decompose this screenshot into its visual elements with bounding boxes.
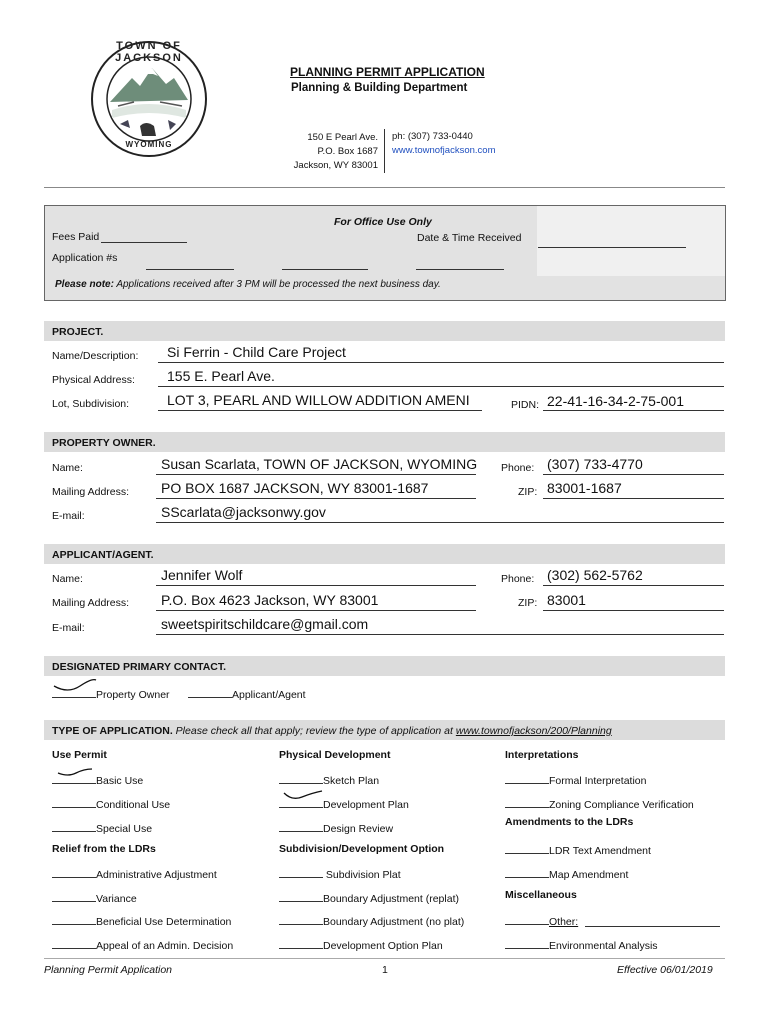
footer-document-name: Planning Permit Application [44,964,173,976]
owner-mail-underline [156,498,476,499]
applicant-phone-field[interactable]: (302) 562-5762 [547,567,643,583]
owner-phone-underline [543,474,724,475]
appeal-label: Appeal of an Admin. Decision [96,940,234,952]
zoning-compliance-option[interactable] [505,796,694,811]
basic-use-option[interactable] [52,772,143,787]
owner-section-header [44,432,725,452]
address-line-3: Jackson, WY 83001 [293,160,378,171]
office-use-title: For Office Use Only [334,216,432,228]
environmental-analysis-blank [505,937,549,949]
owner-email-label: E-mail: [52,510,85,522]
header-rule [44,187,725,188]
applicant-name-underline [156,585,476,586]
footer-rule [44,958,725,959]
map-amendment-option[interactable] [505,866,628,881]
design-review-blank [279,820,323,832]
owner-zip-underline [543,498,724,499]
design-review-option[interactable] [279,820,393,835]
project-name-label: Name/Description: [52,350,139,362]
owner-mail-field[interactable]: PO BOX 1687 JACKSON, WY 83001-1687 [161,480,429,496]
applicant-phone-label: Phone: [501,573,535,585]
application-line-1[interactable] [146,269,234,270]
other-line[interactable] [585,926,720,927]
development-option-plan-label: Development Option Plan [323,940,443,952]
subdivision-plat-label: Subdivision Plat [323,869,401,881]
development-plan-blank [279,796,323,808]
owner-zip-field[interactable]: 83001-1687 [547,480,622,496]
header-divider [384,129,385,173]
conditional-use-label: Conditional Use [96,799,171,811]
zoning-compliance-blank [505,796,549,808]
office-note [55,279,441,290]
sketch-plan-blank [279,772,323,784]
fees-paid-line[interactable] [101,242,187,243]
applicant-mail-field[interactable]: P.O. Box 4623 Jackson, WY 83001 [161,592,379,608]
boundary-noplat-blank [279,913,323,925]
ldr-text-amendment-option[interactable] [505,842,651,857]
other-option[interactable] [505,913,578,928]
boundary-replat-blank [279,890,323,902]
sketch-plan-option[interactable] [279,772,379,787]
contact-section-header [44,656,725,676]
owner-heading: PROPERTY OWNER. [52,437,156,449]
applicant-email-label: E-mail: [52,622,85,634]
admin-adjustment-option[interactable] [52,866,217,881]
owner-name-field[interactable]: Susan Scarlata, TOWN OF JACKSON, WYOMING [161,456,477,472]
type-heading-line [52,725,612,737]
contact-owner-label: Property Owner [96,689,170,701]
subdivision-plat-blank [279,866,323,878]
development-plan-label: Development Plan [323,799,409,811]
type-instruction: Please check all that apply; review the type of application at [172,725,456,737]
ldr-text-amendment-blank [505,842,549,854]
applicant-heading: APPLICANT/AGENT. [52,549,154,561]
miscellaneous-heading: Miscellaneous [505,889,577,901]
owner-mail-label: Mailing Address: [52,486,130,498]
appeal-blank [52,937,96,949]
use-permit-heading: Use Permit [52,749,107,761]
contact-heading: DESIGNATED PRIMARY CONTACT. [52,661,227,673]
pidn-label: PIDN: [511,399,540,411]
lot-subdivision-label: Lot, Subdivision: [52,398,130,410]
owner-name-label: Name: [52,462,83,474]
contact-owner-blank [52,686,96,698]
type-section-header [44,720,725,740]
type-link[interactable]: www.townofjackson/200/Planning [455,725,612,737]
project-heading: PROJECT. [52,326,104,338]
contact-agent-option[interactable] [188,686,306,701]
phone-number: ph: (307) 733-0440 [392,131,473,142]
applicant-name-label: Name: [52,573,83,585]
fees-paid-label: Fees Paid [52,231,100,243]
physical-address-underline [158,386,724,387]
appeal-option[interactable] [52,937,233,952]
owner-phone-label: Phone: [501,462,535,474]
date-received-line[interactable] [538,247,686,248]
applicant-zip-underline [543,610,724,611]
lot-subdivision-field[interactable]: LOT 3, PEARL AND WILLOW ADDITION AMENI [167,392,470,408]
contact-agent-label: Applicant/Agent [232,689,306,701]
boundary-replat-label: Boundary Adjustment (replat) [323,893,459,905]
environmental-analysis-option[interactable] [505,937,658,952]
applicant-email-field[interactable]: sweetspiritschildcare@gmail.com [161,616,369,632]
other-label: Other: [549,916,579,928]
applicant-section-header [44,544,725,564]
sketch-plan-label: Sketch Plan [323,775,380,787]
physical-address-label: Physical Address: [52,374,135,386]
relief-heading: Relief from the LDRs [52,843,156,855]
map-amendment-blank [505,866,549,878]
admin-adjustment-blank [52,866,96,878]
amendments-heading: Amendments to the LDRs [505,816,634,828]
owner-name-underline [156,474,476,475]
design-review-label: Design Review [323,823,394,835]
zoning-compliance-label: Zoning Compliance Verification [549,799,694,811]
interpretations-heading: Interpretations [505,749,579,761]
owner-name-wrap [161,456,477,474]
formal-interpretation-blank [505,772,549,784]
development-option-plan-option[interactable] [279,937,443,952]
date-received-label: Date & Time Received [417,232,522,244]
note-text: Applications received after 3 PM will be processed the next business day. [113,279,441,290]
boundary-noplat-option[interactable] [279,913,464,928]
applicant-phone-underline [543,585,724,586]
basic-use-blank [52,772,96,784]
owner-zip-label: ZIP: [518,486,538,498]
beneficial-use-blank [52,913,96,925]
conditional-use-option[interactable] [52,796,170,811]
footer-page-number: 1 [382,964,388,976]
variance-option[interactable] [52,890,137,905]
special-use-label: Special Use [96,823,153,835]
seal-top-label: TOWN OF JACKSON [115,40,183,64]
office-use-inner [537,206,725,276]
note-label: Please note: [55,279,114,290]
admin-adjustment-label: Administrative Adjustment [96,869,217,881]
development-option-plan-blank [279,937,323,949]
department-subtitle: Planning & Building Department [291,82,468,94]
project-name-underline [158,362,724,363]
pidn-field[interactable]: 22-41-16-34-2-75-001 [547,393,684,409]
lot-subdivision-wrap [167,392,479,410]
contact-owner-option[interactable] [52,686,170,701]
ldr-text-amendment-label: LDR Text Amendment [549,845,651,857]
project-name-field[interactable]: Si Ferrin - Child Care Project [167,344,346,360]
type-heading: TYPE OF APPLICATION. [52,725,173,737]
application-line-2[interactable] [282,269,368,270]
application-number-label: Application #s [52,252,118,264]
owner-phone-field[interactable]: (307) 733-4770 [547,456,643,472]
environmental-analysis-label: Environmental Analysis [549,940,658,952]
formal-interpretation-option[interactable] [505,772,646,787]
page-title: PLANNING PERMIT APPLICATION [290,65,485,79]
lot-subdivision-underline [158,410,482,411]
footer-effective-date: Effective 06/01/2019 [617,964,713,976]
applicant-zip-label: ZIP: [518,597,538,609]
physical-address-field[interactable]: 155 E. Pearl Ave. [167,368,275,384]
town-seal-logo [90,40,208,158]
basic-use-label: Basic Use [96,775,144,787]
applicant-zip-field[interactable]: 83001 [547,592,586,608]
other-blank [505,913,549,925]
beneficial-use-label: Beneficial Use Determination [96,916,232,928]
address-line-2: P.O. Box 1687 [317,146,378,157]
address-block [258,131,378,173]
contact-agent-blank [188,686,232,698]
applicant-mail-underline [156,610,476,611]
boundary-replat-option[interactable] [279,890,459,905]
beneficial-use-option[interactable] [52,913,231,928]
address-line-1: 150 E Pearl Ave. [307,132,378,143]
special-use-blank [52,820,96,832]
conditional-use-blank [52,796,96,808]
website-link[interactable]: www.townofjackson.com [392,145,496,156]
special-use-option[interactable] [52,820,152,835]
applicant-email-underline [156,634,724,635]
pidn-underline [543,410,724,411]
physical-development-heading: Physical Development [279,749,391,761]
variance-blank [52,890,96,902]
subdivision-heading: Subdivision/Development Option [279,843,445,855]
subdivision-plat-option[interactable] [279,866,401,881]
development-plan-option[interactable] [279,796,409,811]
map-amendment-label: Map Amendment [549,869,629,881]
project-section-header [44,321,725,341]
boundary-noplat-label: Boundary Adjustment (no plat) [323,916,465,928]
variance-label: Variance [96,893,137,905]
application-line-3[interactable] [416,269,504,270]
seal-bottom-label: WYOMING [125,140,173,149]
owner-email-underline [156,522,724,523]
applicant-name-field[interactable]: Jennifer Wolf [161,567,243,583]
formal-interpretation-label: Formal Interpretation [549,775,647,787]
applicant-mail-label: Mailing Address: [52,597,130,609]
owner-email-field[interactable]: SScarlata@jacksonwy.gov [161,504,326,520]
